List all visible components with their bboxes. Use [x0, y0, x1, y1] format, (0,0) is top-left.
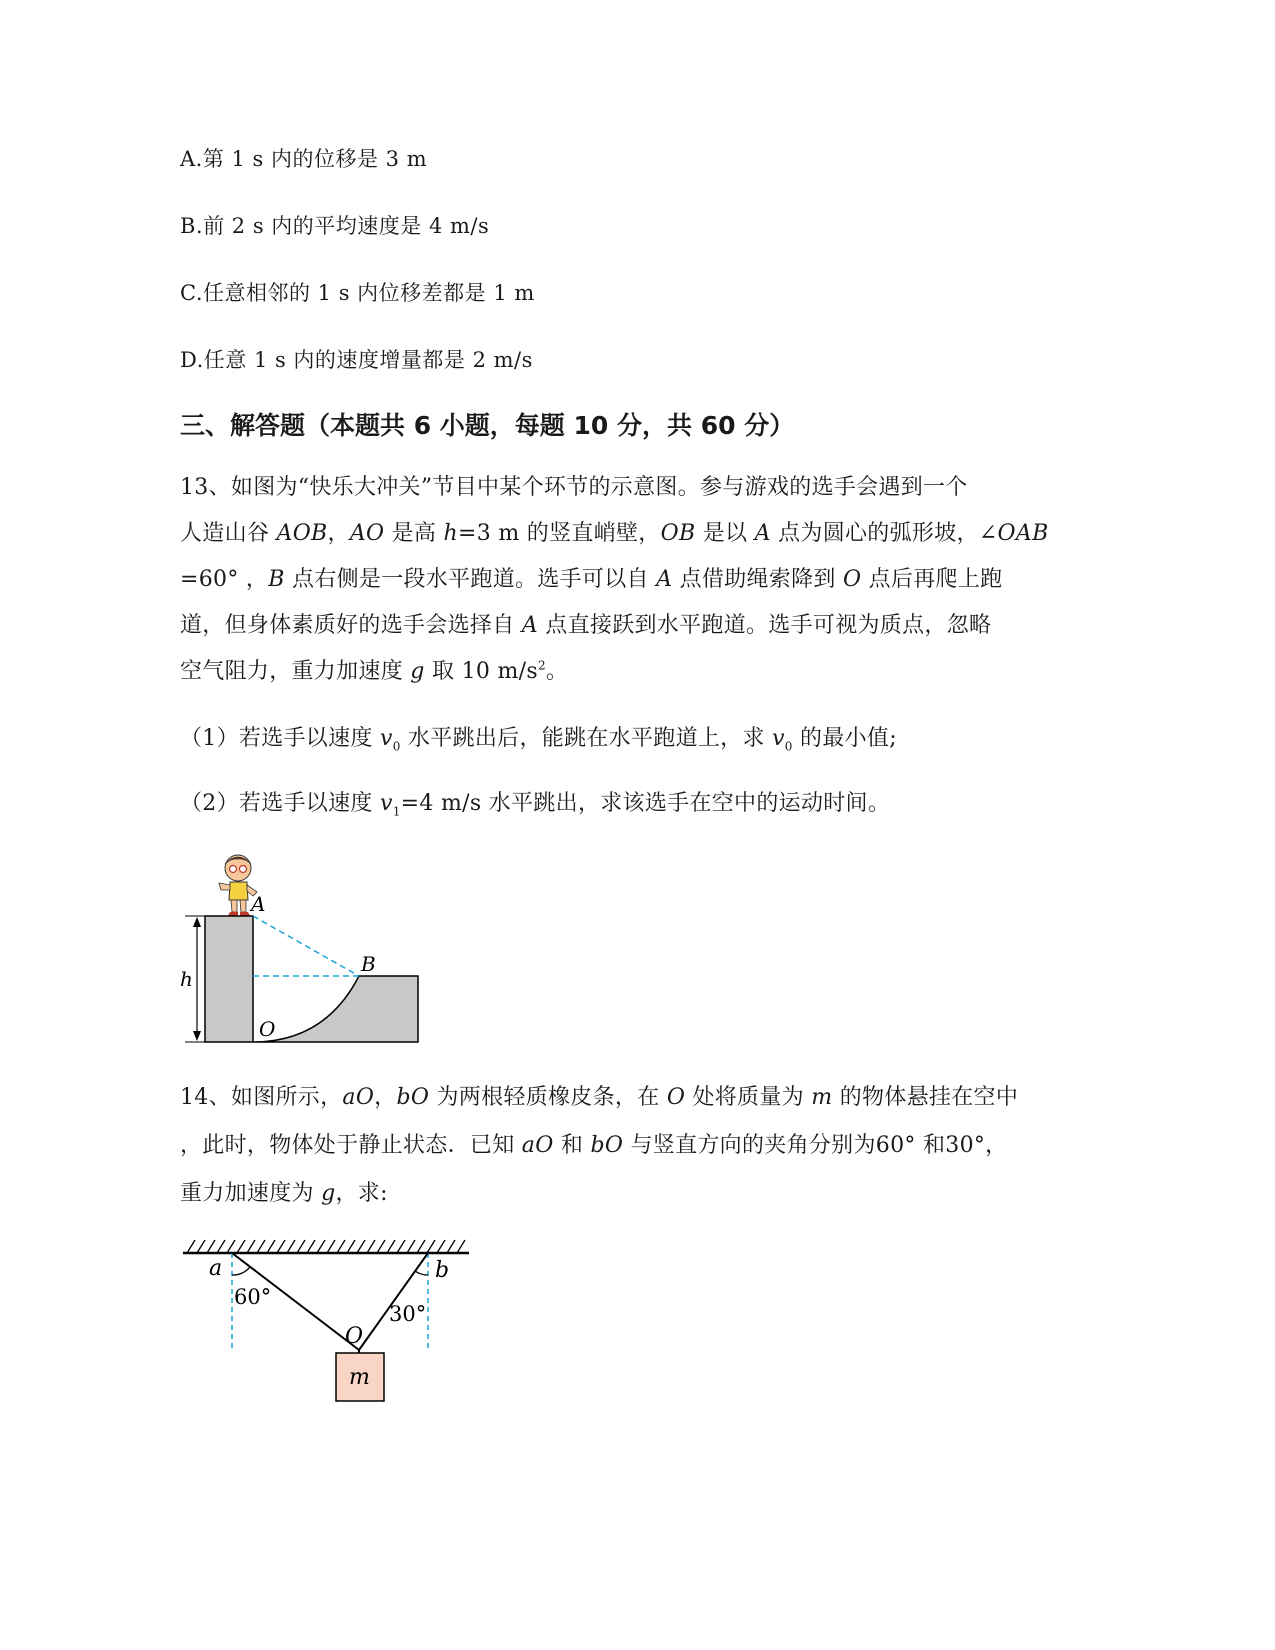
label-m: m: [349, 1365, 370, 1390]
angle-label-30: 30°: [389, 1302, 427, 1326]
q14-line-3: 重力加速度为 g，求:: [180, 1181, 388, 1206]
label-A: A: [251, 892, 266, 916]
label-B: B: [361, 952, 376, 976]
angle-arc-a: [232, 1267, 250, 1275]
q14-line-2: ，此时，物体处于静止状态．已知 aO 和 bO 与竖直方向的夹角分别为60° 和30°，: [180, 1133, 1008, 1158]
q13-line-3: =60° ，B 点右侧是一段水平跑道。选手可以自 A 点借助绳索降到 O 点后再爬上跑: [180, 567, 1003, 592]
angle-label-60: 60°: [234, 1285, 272, 1309]
label-O: O: [345, 1324, 364, 1349]
label-b: b: [435, 1258, 450, 1283]
q13-line-2: 人造山谷 AOB，AO 是高 h=3 m 的竖直峭壁，OB 是以 A 点为圆心的弧形坡，∠OAB: [180, 521, 1049, 546]
h-arrow-bottom: [193, 1031, 201, 1041]
option-a: A.第 1 s 内的位移是 3 m: [180, 147, 428, 171]
q13-line-1: 13、如图为“快乐大冲关”节目中某个环节的示意图。参与游戏的选手会遇到一个: [180, 475, 968, 500]
label-O: O: [259, 1017, 276, 1041]
valley-diagram: [175, 848, 425, 1053]
label-h: h: [180, 967, 193, 991]
q13-sub-2: （2）若选手以速度 $v_1=4$ m/s 水平跳出，求该选手在空中的运动时间。: [180, 791, 891, 819]
ceiling-hatching: [187, 1240, 465, 1253]
q13-line-5: 空气阻力，重力加速度 g 取 10 $m/s^2$。: [180, 658, 569, 684]
a-b-dashed-line: [253, 916, 359, 976]
option-d: D.任意 1 s 内的速度增量都是 2 m/s: [180, 348, 533, 372]
suspension-diagram: [175, 1225, 475, 1410]
q13-line-4: 道，但身体素质好的选手会选择自 A 点直接跃到水平跑道。选手可视为质点，忽略: [180, 613, 992, 638]
slope-ground: [253, 976, 418, 1042]
option-c: C.任意相邻的 1 s 内位移差都是 1 m: [180, 281, 535, 305]
option-b: B.前 2 s 内的平均速度是 4 m/s: [180, 214, 490, 238]
angle-arc-b: [415, 1271, 428, 1275]
cliff-wall: [205, 916, 253, 1042]
section-heading: 三、解答题（本题共 6 小题，每题 10 分，共 60 分）: [180, 411, 795, 440]
q13-sub-1: （1）若选手以速度 $v_0$ 水平跳出后，能跳在水平跑道上，求 $v_0$ 的最小值;: [180, 726, 897, 754]
q14-line-1: 14、如图所示，aO，bO 为两根轻质橡皮条，在 O 处将质量为 m 的物体悬挂在空中: [180, 1085, 1019, 1110]
label-a: a: [209, 1256, 223, 1281]
h-arrow-top: [193, 917, 201, 927]
